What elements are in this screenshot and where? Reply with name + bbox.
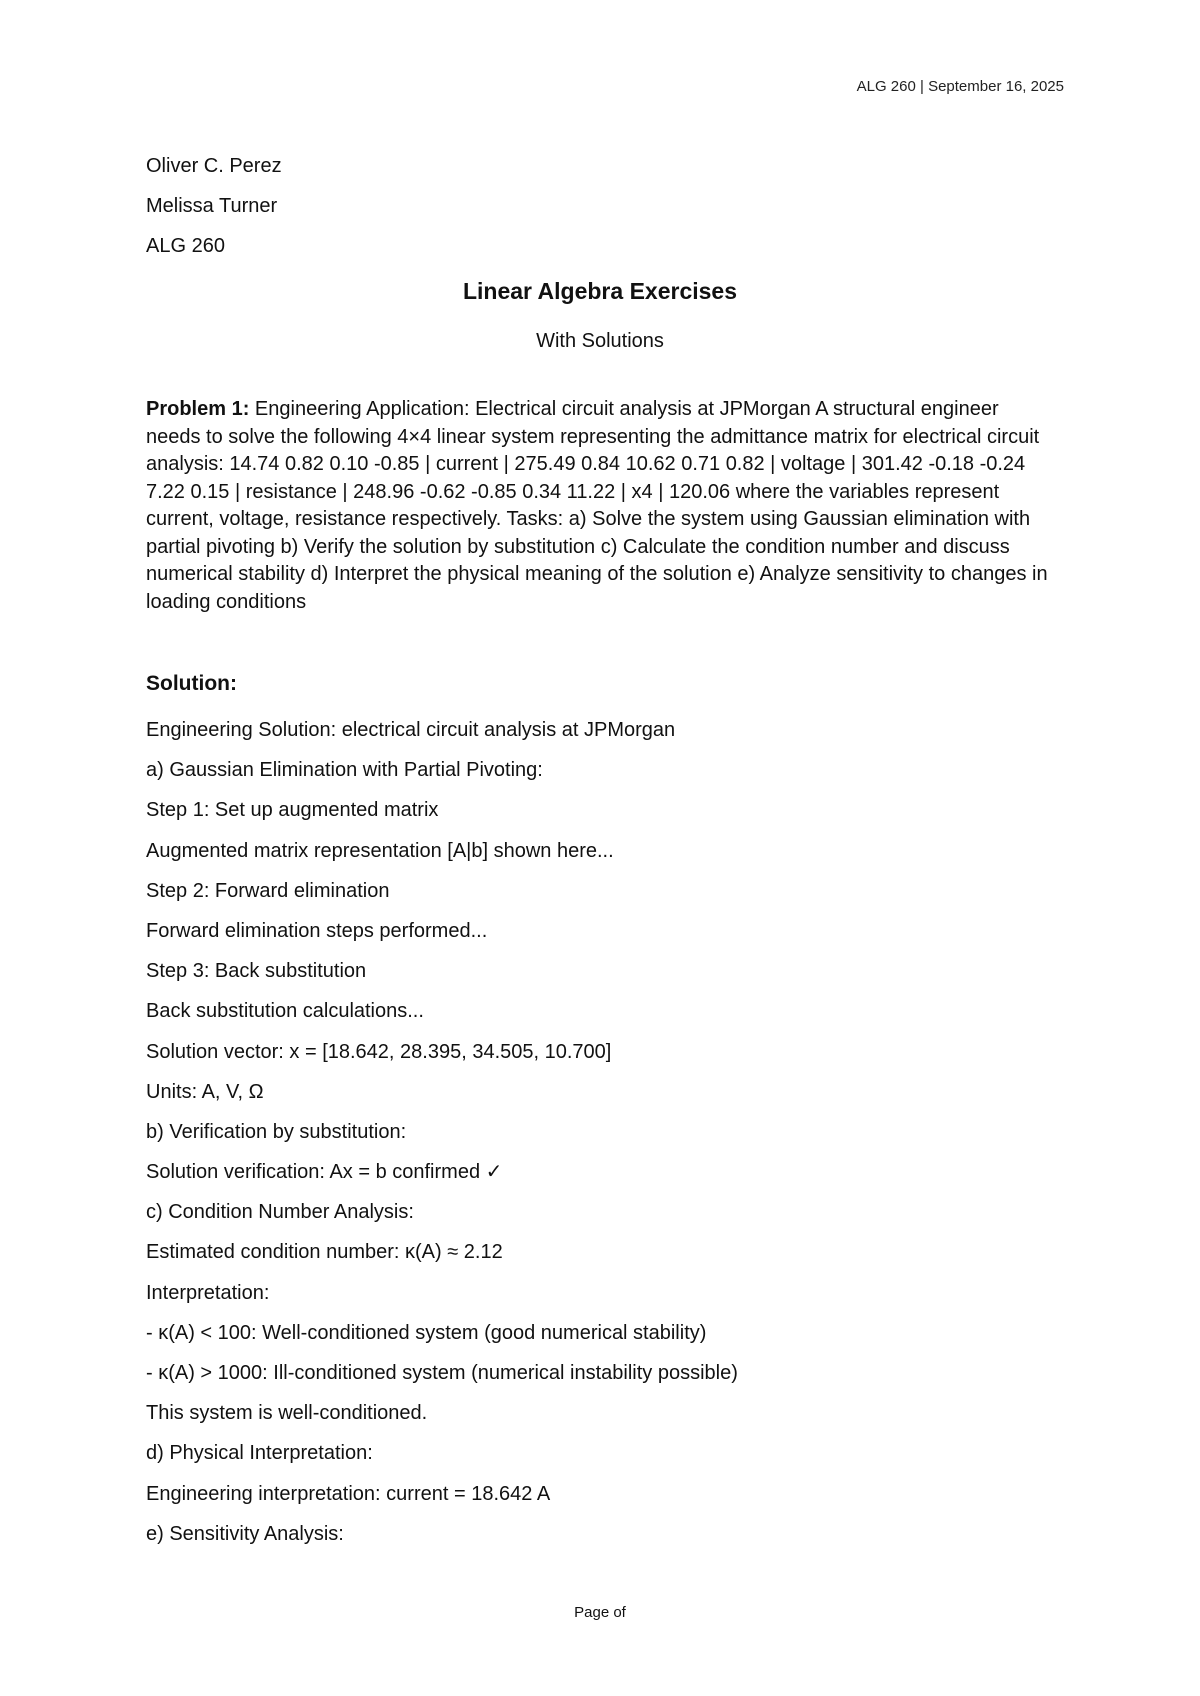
solution-line: Units: A, V, Ω <box>146 1080 264 1103</box>
solution-line: Step 3: Back substitution <box>146 960 367 983</box>
author-block <box>146 146 282 266</box>
solution-line: - κ(A) < 100: Well-conditioned system (good numerical stability) <box>146 1321 707 1344</box>
solution-line: Solution vector: x = [18.642, 28.395, 34.505, 10.700] <box>146 1040 612 1063</box>
solution-line: - κ(A) > 1000: Ill-conditioned system (numerical instability possible) <box>146 1362 738 1384</box>
solution-line: Engineering interpretation: current = 18.642 A <box>146 1482 551 1505</box>
solution-line: Augmented matrix representation [A|b] shown here... <box>146 839 614 862</box>
author-name: Oliver C. Perez <box>146 155 282 177</box>
solution-line: This system is well-conditioned. <box>146 1402 428 1425</box>
document-title: Linear Algebra Exercises <box>462 278 737 304</box>
author-name: Melissa Turner <box>146 195 278 217</box>
solution-line: Estimated condition number: κ(A) ≈ 2.12 <box>146 1241 503 1264</box>
solution-line: Step 1: Set up augmented matrix <box>146 799 439 822</box>
solution-line: c) Condition Number Analysis: <box>146 1201 414 1224</box>
solution-line: Solution verification: Ax = b confirmed ✓ <box>146 1161 503 1184</box>
solution-line: Interpretation: <box>146 1281 270 1304</box>
solution-line: e) Sensitivity Analysis: <box>146 1522 344 1545</box>
solution-line: Step 2: Forward elimination <box>146 879 390 902</box>
solution-line: Engineering Solution: electrical circuit analysis at JPMorgan <box>146 719 676 741</box>
document-subtitle: With Solutions <box>536 330 664 352</box>
course-code: ALG 260 <box>146 235 225 257</box>
title-block <box>0 276 1200 356</box>
solution-body <box>146 710 1056 1554</box>
page-footer: Page of <box>574 1604 626 1621</box>
page-header: ALG 260 | September 16, 2025 <box>856 78 1064 95</box>
problem-statement <box>146 396 1056 616</box>
problem-text: Engineering Application: Electrical circuit analysis at JPMorgan A structural engineer needs to solve the following 4×4 linear system representing the admittance matrix for electrical circuit analysis: 14.74 0.82 0.10 -0.85 | current | 275.49 0.84 10.62 0.71 0.82 | voltage | 301.42 -0.18 -0.24 7.22 0.15 | resistance | 248.96 -0.62 -0.85 0.34 11.22 | x4 | 120.06 where the variables represent current, voltage, resistance respectively. Tasks: a) Solve the system using Gaussian elimination with partial pivoting b) Verify the solution by substitution c) Calculate the condition number and discuss numerical stability d) Interpret the physical meaning of the solution e) Analyze sensitivity to changes in loading conditions <box>146 398 1048 613</box>
solution-line: Back substitution calculations... <box>146 1000 424 1023</box>
solution-heading: Solution: <box>146 672 237 695</box>
solution-line: Forward elimination steps performed... <box>146 919 488 942</box>
solution-line: d) Physical Interpretation: <box>146 1442 373 1465</box>
solution-line: a) Gaussian Elimination with Partial Pivoting: <box>146 759 543 782</box>
solution-line: b) Verification by substitution: <box>146 1120 407 1143</box>
problem-label: Problem 1: <box>146 398 250 420</box>
